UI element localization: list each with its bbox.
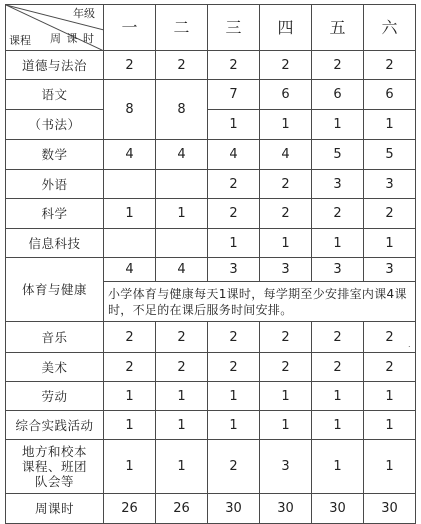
total-hours-cell: 26: [156, 494, 208, 524]
hours-cell: 2: [104, 322, 156, 353]
hours-cell: 4: [104, 258, 156, 282]
hours-cell: 2: [260, 170, 312, 199]
hours-cell: 2: [312, 353, 364, 382]
table-row: [6, 170, 416, 199]
total-hours-cell: 30: [312, 494, 364, 524]
hours-cell: 2: [156, 51, 208, 80]
header-corner-cell: [6, 5, 104, 51]
table-row: [6, 382, 416, 411]
hours-cell: 3: [364, 170, 416, 199]
hours-cell: 1: [364, 382, 416, 411]
hours-cell: 1: [312, 110, 364, 140]
hours-cell: 2: [208, 353, 260, 382]
hours-cell: 1: [260, 411, 312, 440]
hours-cell: 1: [312, 411, 364, 440]
hours-cell: 2: [156, 322, 208, 353]
hours-cell: 1: [156, 382, 208, 411]
subject-cell: 体育与健康: [6, 258, 104, 322]
total-hours-cell: 30: [208, 494, 260, 524]
table-row: [6, 51, 416, 80]
hours-cell: 3: [260, 440, 312, 494]
table-row: [6, 411, 416, 440]
hours-cell: 4: [104, 140, 156, 170]
hours-cell: 1: [364, 440, 416, 494]
hours-cell: 4: [208, 140, 260, 170]
hours-cell: [104, 229, 156, 258]
hours-cell: 1: [260, 229, 312, 258]
hours-cell: 1: [104, 411, 156, 440]
hours-cell: 3: [260, 258, 312, 282]
total-hours-cell: 30: [364, 494, 416, 524]
total-label-cell: 周课时: [6, 494, 104, 524]
hours-cell: 4: [156, 140, 208, 170]
hours-cell: [156, 229, 208, 258]
hours-cell: 1: [104, 199, 156, 229]
table-row: [6, 440, 416, 494]
table-row: [6, 353, 416, 382]
hours-cell: 5: [364, 140, 416, 170]
hours-cell: 1: [104, 382, 156, 411]
header-row: [6, 5, 416, 51]
hours-cell: 1: [156, 199, 208, 229]
grade-header-2: 二: [156, 5, 208, 51]
hours-cell: 3: [208, 258, 260, 282]
hours-cell: 1: [156, 411, 208, 440]
grade-axis-label: 年级: [73, 7, 95, 20]
total-hours-cell: 26: [104, 494, 156, 524]
hours-cell: 2: [260, 199, 312, 229]
hours-cell: 1: [364, 110, 416, 140]
hours-cell: 2: [364, 353, 416, 382]
hours-cell: 1: [208, 110, 260, 140]
hours-cell: 6: [312, 80, 364, 110]
hours-cell: 2: [260, 51, 312, 80]
hours-cell: 2: [312, 51, 364, 80]
table-row: [6, 229, 416, 258]
hours-cell: [156, 170, 208, 199]
subject-cell: 语文: [6, 80, 104, 110]
hours-cell: 4: [260, 140, 312, 170]
hours-cell: 1: [208, 382, 260, 411]
hours-cell: 2: [156, 353, 208, 382]
hours-cell: 3: [364, 258, 416, 282]
hours-cell: 8: [104, 80, 156, 140]
grade-header-5: 五: [312, 5, 364, 51]
hours-cell: 2: [364, 199, 416, 229]
table-row: [6, 140, 416, 170]
subject-cell: 外语: [6, 170, 104, 199]
hours-cell: 2: [208, 51, 260, 80]
hours-cell: [104, 170, 156, 199]
grade-header-1: 一: [104, 5, 156, 51]
weekly-hours-table-container: [5, 4, 415, 516]
hours-cell: 7: [208, 80, 260, 110]
weekly-hours-axis-label: 周 课 时: [50, 32, 95, 45]
hours-cell: 1: [156, 440, 208, 494]
hours-cell: 1: [260, 110, 312, 140]
edge-mark: .: [408, 340, 411, 349]
hours-cell: 5: [312, 140, 364, 170]
hours-cell: 1: [208, 411, 260, 440]
grade-header-4: 四: [260, 5, 312, 51]
hours-cell: 2: [312, 322, 364, 353]
subject-cell: 信息科技: [6, 229, 104, 258]
table-row-total: [6, 494, 416, 524]
hours-cell: 1: [260, 382, 312, 411]
hours-cell: 1: [312, 229, 364, 258]
table-row: [6, 322, 416, 353]
subject-cell: 地方和校本课程、班团队会等: [6, 440, 104, 494]
total-hours-cell: 30: [260, 494, 312, 524]
hours-cell: 1: [312, 440, 364, 494]
table-row: [6, 80, 416, 110]
hours-cell: 1: [208, 229, 260, 258]
hours-cell: 1: [104, 440, 156, 494]
subject-cell: 音乐: [6, 322, 104, 353]
hours-cell: 2: [208, 322, 260, 353]
hours-cell: 2: [260, 353, 312, 382]
hours-cell: 2: [312, 199, 364, 229]
grade-header-3: 三: [208, 5, 260, 51]
hours-cell: 2: [208, 170, 260, 199]
table-row: [6, 110, 416, 140]
hours-cell: 2: [364, 51, 416, 80]
hours-cell: 2: [260, 322, 312, 353]
subject-cell: 劳动: [6, 382, 104, 411]
hours-cell: 1: [312, 382, 364, 411]
hours-cell: 6: [364, 80, 416, 110]
subject-cell: 数学: [6, 140, 104, 170]
hours-cell: 3: [312, 170, 364, 199]
hours-cell: 4: [156, 258, 208, 282]
subject-cell: （书法）: [6, 110, 104, 140]
hours-cell: 1: [364, 411, 416, 440]
weekly-hours-table: [5, 4, 416, 524]
hours-cell: 2: [104, 353, 156, 382]
hours-cell: 1: [364, 229, 416, 258]
hours-cell: 2: [208, 440, 260, 494]
hours-cell: 8: [156, 80, 208, 140]
pe-note-text: 小学体育与健康每天1课时，每学期至少安排室内课4课时，不足的在课后服务时间安排。: [104, 282, 416, 322]
subject-cell: 综合实践活动: [6, 411, 104, 440]
subject-cell: 科学: [6, 199, 104, 229]
hours-cell: 2: [208, 199, 260, 229]
table-row: [6, 258, 416, 282]
hours-cell: 2: [364, 322, 416, 353]
subject-cell: 道德与法治: [6, 51, 104, 80]
grade-header-6: 六: [364, 5, 416, 51]
table-row: [6, 199, 416, 229]
hours-cell: 2: [104, 51, 156, 80]
course-axis-label: 课程: [9, 34, 31, 47]
hours-cell: 6: [260, 80, 312, 110]
subject-cell: 美术: [6, 353, 104, 382]
hours-cell: 3: [312, 258, 364, 282]
